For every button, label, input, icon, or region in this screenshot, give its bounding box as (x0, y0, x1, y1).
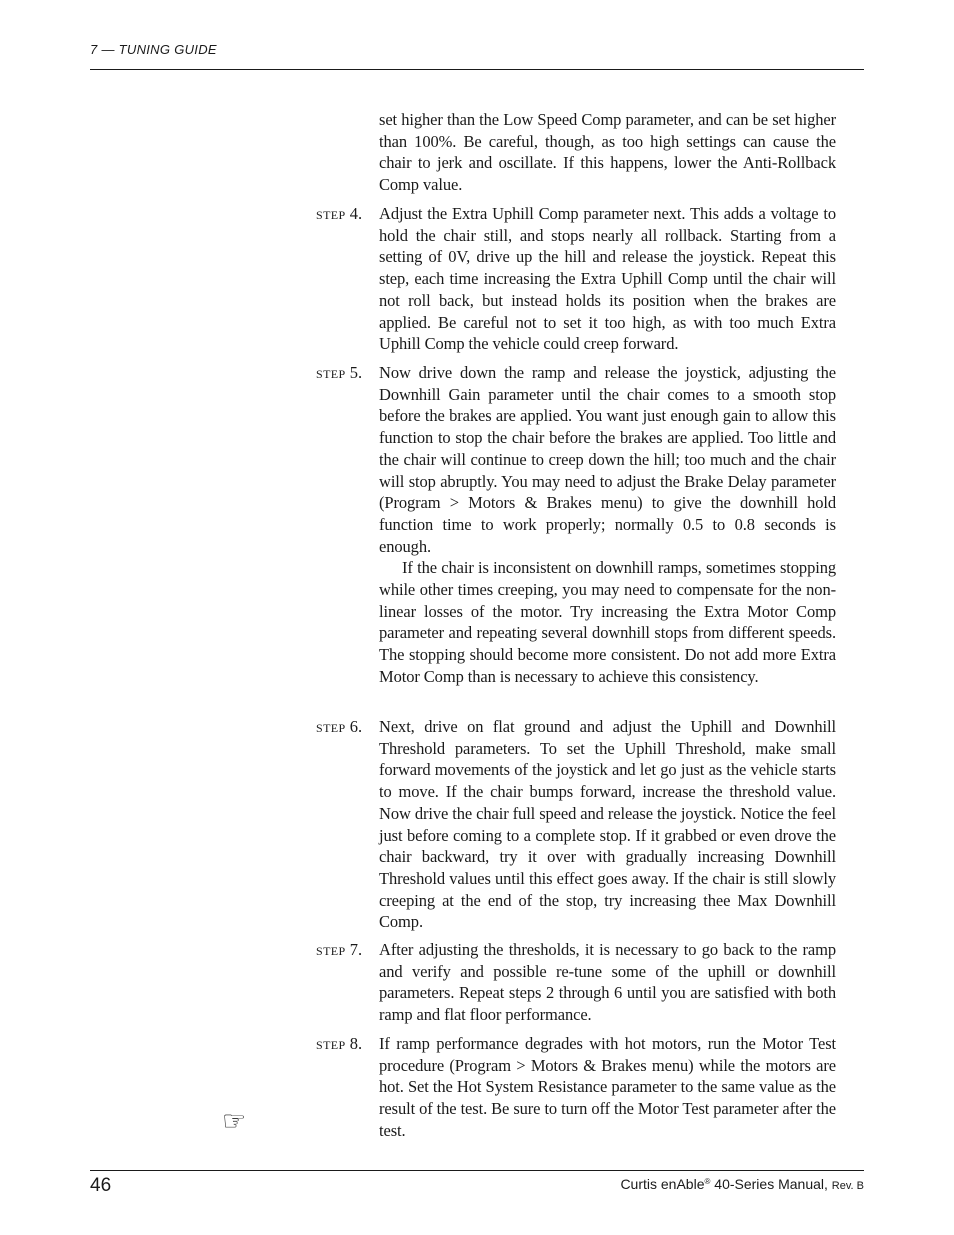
step-word: STEP (316, 721, 346, 735)
manual-name: Curtis enAble (620, 1176, 705, 1192)
page-number: 46 (90, 1175, 112, 1196)
paragraph: If the chair is inconsistent on downhill ramps, sometimes stopping while other times creeping, you may need to compensate for the non-linear losses of the motor. Try increasing the Extra Motor Comp parameter and repeating several downhill stops from different speeds. The stopping should become more consistent. Do not add more Extra Motor Comp than is necessary to achieve this consistency. (379, 558, 836, 686)
step-8-label (316, 1033, 362, 1057)
footer-rule (90, 1170, 864, 1171)
step-6-label (316, 716, 362, 740)
step-word: STEP (316, 1038, 346, 1052)
paragraph: If ramp performance degrades with hot motors, run the Motor Test procedure (Program > Motors & Brakes menu) while the motors are hot. Set the Hot System Resistance parameter to the same value as the result of the test. Be sure to turn off the Motor Test parameter after the test. (379, 1034, 836, 1140)
step-number: 5. (349, 363, 363, 382)
step-4-body (379, 203, 836, 355)
step-number: 7. (349, 940, 363, 959)
step-number: 4. (349, 204, 363, 223)
step-number: 6. (349, 717, 363, 736)
revision: Rev. B (831, 1180, 864, 1192)
step-number: 8. (349, 1034, 363, 1053)
paragraph: Next, drive on flat ground and adjust the Uphill and Downhill Threshold parameters. To set the Uphill Threshold, make small forward movements of the joystick and let go just as the vehicle starts to move. If the chair bumps forward, increase the threshold value. Now drive the chair full speed and release the joystick. Notice the feel just before coming to a complete stop. If it grabbed or even drove the chair backward, try it over with gradually increasing Downhill Threshold values until this effect goes away. If the chair is still slowly creeping at the end of the stop, try increasing thee Max Downhill Comp. (379, 717, 836, 932)
step-4-label (316, 203, 362, 227)
step-word: STEP (316, 944, 346, 958)
step-7-body (379, 939, 836, 1026)
step-word: STEP (316, 208, 346, 222)
step-7-label (316, 939, 362, 963)
running-header: 7 — TUNING GUIDE (90, 42, 217, 57)
footer-manual-title (620, 1176, 864, 1192)
pointing-hand-icon: ☞ (222, 1106, 247, 1137)
step-5-body (379, 362, 836, 688)
continuation-paragraph (379, 109, 836, 196)
header-rule (90, 69, 864, 70)
step-word: STEP (316, 367, 346, 381)
step-8-body (379, 1033, 836, 1142)
step-5-label (316, 362, 362, 386)
paragraph: Adjust the Extra Uphill Comp parameter next. This adds a voltage to hold the chair still, and stops nearly all rollback. Starting from a setting of 0V, drive up the hill and release the joystick. Repeat this step, each time increasing the Extra Uphill Comp until the chair will not roll back, but instead holds its position when the brakes are applied. Be careful not to set it too high, as with too much Extra Uphill Comp the vehicle could creep forward. (379, 204, 836, 354)
paragraph: After adjusting the thresholds, it is necessary to go back to the ramp and verify and possible re-tune some of the uphill or downhill parameters. Repeat steps 2 through 6 until you are satisfied with both ramp and flat floor performance. (379, 940, 836, 1025)
registered-mark: ® (704, 1177, 711, 1186)
paragraph: set higher than the Low Speed Comp parameter, and can be set higher than 100%. Be careful, though, as too high settings can cause the chair to jerk and oscillate. If this happens, lower the Anti-Rollback Comp value. (379, 110, 836, 195)
step-6-body (379, 716, 836, 933)
manual-series: 40-Series Manual, (710, 1176, 832, 1192)
paragraph: Now drive down the ramp and release the joystick, adjusting the Downhill Gain parameter until the chair comes to a smooth stop before the brakes are applied. You want just enough gain to allow this function to stop the chair before the brakes are applied. Too little and the chair will continue to creep down the hill; too much and the chair will stop abruptly. You may need to adjust the Brake Delay parameter (Program > Motors & Brakes menu) to give the downhill hold function time to work properly; normally 0.5 to 0.8 seconds is enough. (379, 363, 836, 556)
